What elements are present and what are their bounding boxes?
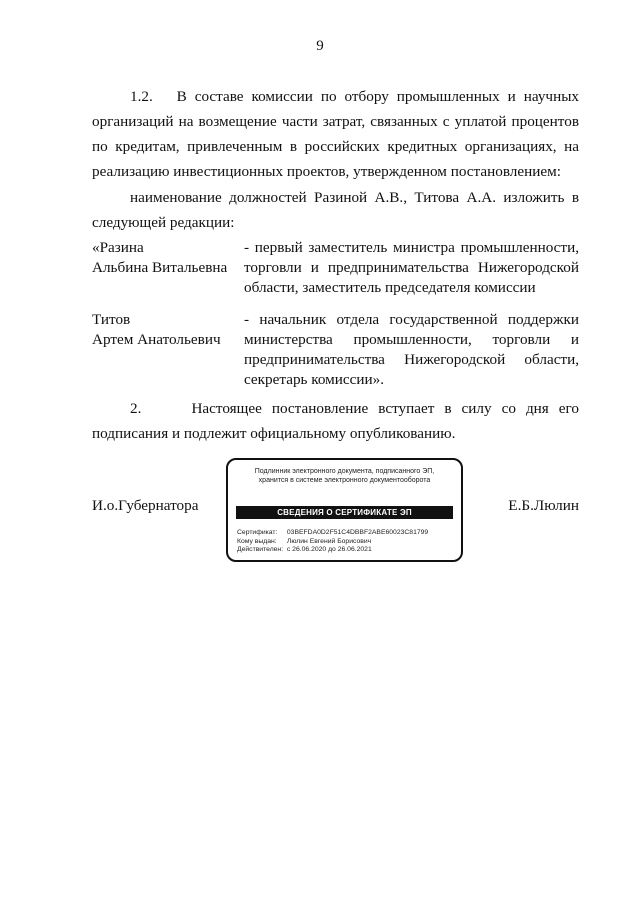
stamp-header xyxy=(228,467,461,485)
electronic-signature-stamp xyxy=(226,458,463,562)
member-position: - начальник отдела государственной поддержки министерства промышленности, торговли и предпринимательства Нижегородской области, секретарь комиссии». xyxy=(244,311,579,388)
stamp-certificate-info xyxy=(237,529,428,555)
stamp-header-line: хранится в системе электронного документооборота xyxy=(258,477,431,484)
member-name: Титов Артем Анатольевич xyxy=(92,311,221,348)
paragraph-instruction: наименование должностей Разиной А.В., Титова А.А. изложить в следующей редакции: xyxy=(92,189,579,231)
member-position: - первый заместитель министра промышленности, торговли и предпринимательства Нижегородской области, заместитель председателя комиссии xyxy=(244,239,579,296)
certificate-label: Сертификат: xyxy=(237,529,278,536)
certificate-value: 03BEFDA0D2F51C4DBBF2ABE60023C81799 xyxy=(286,529,429,536)
member-name: «Разина Альбина Витальевна xyxy=(92,239,228,276)
paragraph-1-2-intro: 1.2. В составе комиссии по отбору промышленных и научных организаций на возмещение части затрат, связанных с уплатой процентов по кредитам, привлеченным в российских кредитных организациях, на реализацию инвестиционных проектов, утвержденном постановлением: xyxy=(92,88,579,180)
valid-label: Действителен: xyxy=(237,546,284,553)
page-number: 9 xyxy=(316,38,324,54)
valid-value: с 26.06.2020 до 26.06.2021 xyxy=(286,546,372,553)
signatory-name: Е.Б.Люлин xyxy=(508,497,579,514)
signatory-title: И.о.Губернатора xyxy=(92,497,199,514)
issued-to-value: Люлин Евгений Борисович xyxy=(286,537,372,545)
issued-to-label: Кому выдан: xyxy=(237,537,277,545)
paragraph-2: 2. Настоящее постановление вступает в силу со дня его подписания и подлежит официальному опубликованию. xyxy=(92,400,579,442)
stamp-header-line: Подлинник электронного документа, подписанного ЭП, xyxy=(254,468,435,475)
stamp-certificate-bar: СВЕДЕНИЯ О СЕРТИФИКАТЕ ЭП xyxy=(236,506,453,519)
